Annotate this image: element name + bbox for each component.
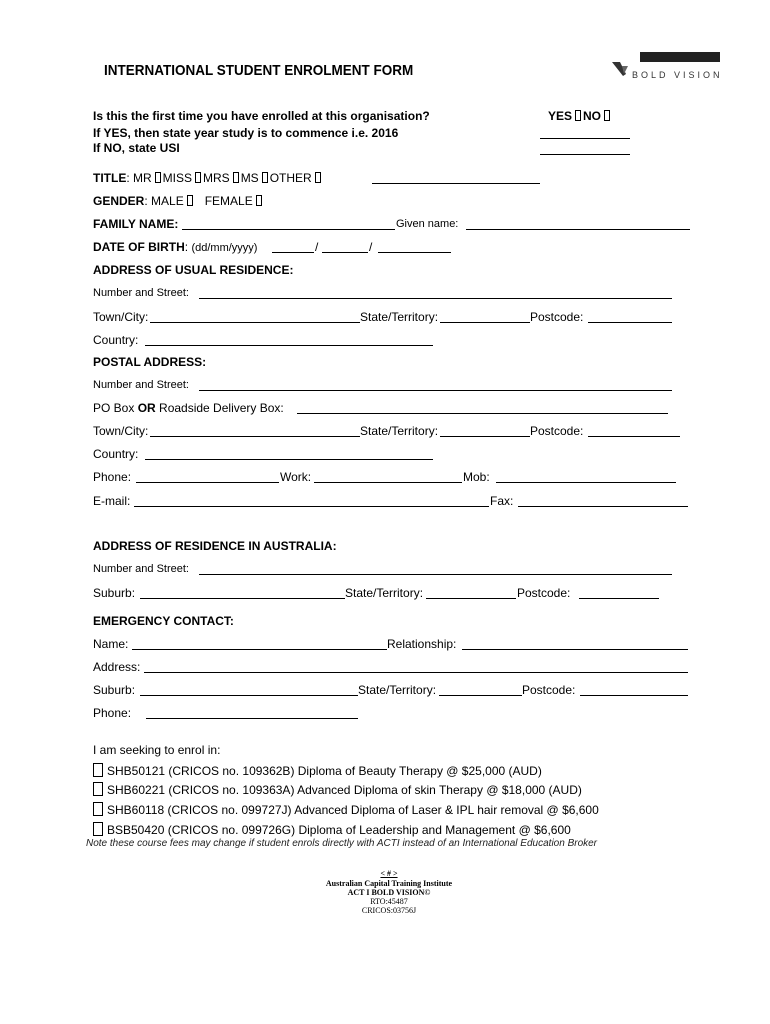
course-option[interactable]	[93, 802, 599, 817]
email-field[interactable]	[134, 506, 489, 507]
aus-postcode-field[interactable]	[579, 598, 659, 599]
title-ms-label: MS	[240, 171, 259, 185]
gender-male-label: MALE	[151, 194, 184, 208]
gender-row: GENDER: MALE FEMALE	[93, 194, 264, 208]
dob-day-field[interactable]	[272, 252, 314, 253]
gender-male-checkbox[interactable]	[187, 195, 193, 206]
title-other-field[interactable]	[372, 183, 540, 184]
em-address-label: Address:	[93, 660, 141, 674]
usual-street-field[interactable]	[199, 298, 672, 299]
first-time-question: Is this the first time you have enrolled at this organisation?	[93, 109, 430, 123]
aus-suburb-label: Suburb:	[93, 586, 136, 600]
aus-street-label: Number and Street:	[93, 563, 189, 575]
dob-slash: /	[315, 240, 319, 254]
usual-country-label: Country:	[93, 333, 139, 347]
yes-label: YES	[548, 109, 573, 123]
usual-street-label: Number and Street:	[93, 287, 189, 299]
usual-country-field[interactable]	[145, 345, 433, 346]
dob-year-field[interactable]	[378, 252, 451, 253]
aus-postcode-label: Postcode:	[517, 586, 571, 600]
title-mr-label: MR	[133, 171, 152, 185]
title-other-checkbox[interactable]	[315, 172, 321, 183]
em-postcode-label: Postcode:	[522, 683, 576, 697]
course-option[interactable]	[93, 763, 542, 778]
australia-heading: ADDRESS OF RESIDENCE IN AUSTRALIA:	[93, 539, 337, 553]
if-yes-text: If YES, then state year study is to commence i.e. 2016	[93, 126, 399, 140]
course-option[interactable]	[93, 782, 582, 797]
em-phone-label: Phone:	[93, 706, 132, 720]
aus-state-field[interactable]	[426, 598, 516, 599]
usual-postcode-label: Postcode:	[530, 310, 584, 324]
course-label: SHB60118 (CRICOS no. 099727J) Advanced Diploma of Laser & IPL hair removal @ $6,600	[107, 803, 599, 817]
if-no-text: If NO, state USI	[93, 141, 180, 155]
course-option[interactable]	[93, 822, 571, 837]
fax-label: Fax:	[490, 494, 514, 508]
em-state-label: State/Territory:	[358, 683, 437, 697]
gender-female-label: FEMALE	[204, 194, 253, 208]
emergency-heading: EMERGENCY CONTACT:	[93, 614, 234, 628]
dob-slash: /	[369, 240, 373, 254]
footer-org: Australian Capital Training Institute	[325, 879, 453, 888]
fee-note: Note these course fees may change if student enrols directly with ACTI instead of an International Education Broker	[86, 838, 598, 849]
dob-month-field[interactable]	[322, 252, 368, 253]
title-other-label: OTHER	[269, 171, 312, 185]
course-label: SHB60221 (CRICOS no. 109363A) Advanced Diploma of skin Therapy @ $18,000 (AUD)	[107, 783, 582, 797]
postal-state-label: State/Territory:	[360, 424, 439, 438]
postal-town-label: Town/City:	[93, 424, 149, 438]
footer-rto: RTO:45487	[370, 897, 408, 906]
title-miss-checkbox[interactable]	[195, 172, 201, 183]
footer-brand: ACT I BOLD VISION©	[347, 888, 431, 897]
family-name-label: FAMILY NAME:	[93, 217, 179, 231]
yes-checkbox[interactable]	[575, 110, 581, 121]
year-field[interactable]	[540, 138, 630, 139]
postal-country-label: Country:	[93, 447, 139, 461]
title-mr-checkbox[interactable]	[155, 172, 161, 183]
pobox-field[interactable]	[297, 413, 668, 414]
title-mrs-label: MRS	[203, 171, 230, 185]
dob-label: DATE OF BIRTH: (dd/mm/yyyy)	[93, 240, 258, 254]
gender-label: GENDER	[93, 194, 145, 208]
postal-street-field[interactable]	[199, 390, 672, 391]
no-label: NO	[583, 109, 602, 123]
em-suburb-label: Suburb:	[93, 683, 136, 697]
aus-street-field[interactable]	[199, 574, 672, 575]
em-relationship-label: Relationship:	[387, 637, 457, 651]
phone-label: Phone:	[93, 470, 132, 484]
title-label: TITLE	[93, 171, 127, 185]
logo-subtitle: BOLD VISION	[632, 70, 723, 80]
em-suburb-field[interactable]	[140, 695, 358, 696]
fax-field[interactable]	[518, 506, 688, 507]
em-name-label: Name:	[93, 637, 129, 651]
pobox-label: PO Box OR Roadside Delivery Box:	[93, 401, 284, 415]
email-label: E-mail:	[93, 494, 131, 508]
page-number: < # >	[380, 869, 398, 878]
courses-intro: I am seeking to enrol in:	[93, 743, 221, 757]
aus-suburb-field[interactable]	[140, 598, 345, 599]
given-name-label: Given name:	[396, 218, 459, 230]
usual-town-field[interactable]	[150, 322, 360, 323]
work-field[interactable]	[314, 482, 462, 483]
postal-country-field[interactable]	[145, 459, 433, 460]
em-name-field[interactable]	[132, 649, 387, 650]
acti-logo	[610, 52, 723, 84]
course-checkbox[interactable]	[93, 763, 103, 777]
postal-postcode-field[interactable]	[588, 436, 680, 437]
usual-town-label: Town/City:	[93, 310, 149, 324]
page-title: INTERNATIONAL STUDENT ENROLMENT FORM	[104, 62, 414, 79]
yes-no-options	[548, 109, 612, 123]
title-row: TITLE: MR MISS MRS MS OTHER	[93, 171, 323, 185]
em-relationship-field[interactable]	[462, 649, 688, 650]
usual-state-field[interactable]	[440, 322, 530, 323]
course-checkbox[interactable]	[93, 822, 103, 836]
usual-state-label: State/Territory:	[360, 310, 439, 324]
work-label: Work:	[280, 470, 312, 484]
course-checkbox[interactable]	[93, 802, 103, 816]
mob-label: Mob:	[463, 470, 490, 484]
footer-cricos: CRICOS:03756J	[361, 906, 417, 915]
title-mrs-checkbox[interactable]	[233, 172, 239, 183]
postal-state-field[interactable]	[440, 436, 530, 437]
no-checkbox[interactable]	[604, 110, 610, 121]
course-checkbox[interactable]	[93, 782, 103, 796]
em-state-field[interactable]	[439, 695, 522, 696]
usual-postcode-field[interactable]	[588, 322, 672, 323]
aus-state-label: State/Territory:	[345, 586, 424, 600]
title-miss-label: MISS	[162, 171, 193, 185]
em-address-field[interactable]	[144, 672, 688, 673]
given-name-field[interactable]	[466, 229, 690, 230]
gender-female-checkbox[interactable]	[256, 195, 262, 206]
postal-street-label: Number and Street:	[93, 379, 189, 391]
title-ms-checkbox[interactable]	[262, 172, 268, 183]
course-label: BSB50420 (CRICOS no. 099726G) Diploma of Leadership and Management @ $6,600	[107, 823, 571, 837]
usi-field[interactable]	[540, 154, 630, 155]
postal-heading: POSTAL ADDRESS:	[93, 355, 207, 369]
em-phone-field[interactable]	[146, 718, 358, 719]
course-label: SHB50121 (CRICOS no. 109362B) Diploma of Beauty Therapy @ $25,000 (AUD)	[107, 764, 542, 778]
phone-field[interactable]	[136, 482, 279, 483]
em-postcode-field[interactable]	[580, 695, 688, 696]
mob-field[interactable]	[496, 482, 676, 483]
postal-town-field[interactable]	[150, 436, 360, 437]
postal-postcode-label: Postcode:	[530, 424, 584, 438]
usual-residence-heading: ADDRESS OF USUAL RESIDENCE:	[93, 263, 294, 277]
family-name-field[interactable]	[182, 229, 395, 230]
